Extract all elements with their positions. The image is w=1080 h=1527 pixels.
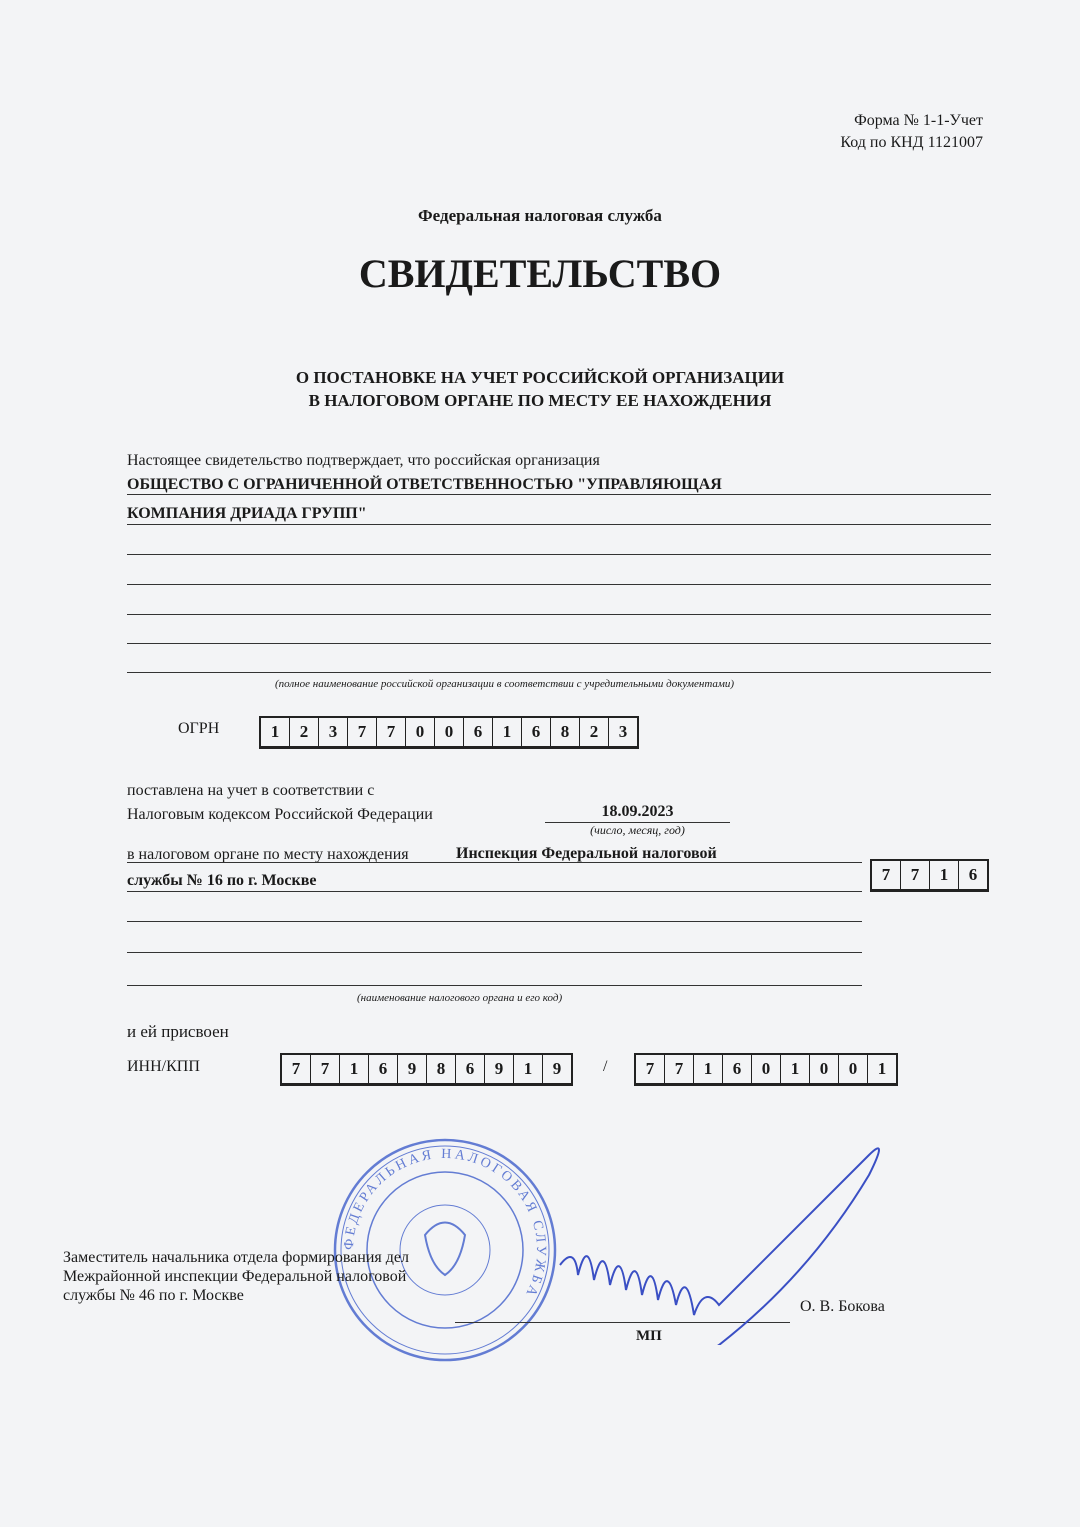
agency-name: Федеральная налоговая служба xyxy=(418,206,662,225)
ogrn-label: ОГРН xyxy=(178,720,220,737)
registered-line-1: поставлена на учет в соответствии с xyxy=(127,782,375,799)
page-title: СВИДЕТЕЛЬСТВО xyxy=(358,251,722,296)
kpp-digit: 0 xyxy=(751,1055,780,1083)
tax-office-name-2: службы № 16 по г. Москве xyxy=(127,872,317,889)
ogrn-digit: 8 xyxy=(550,718,579,746)
ogrn-digit: 2 xyxy=(579,718,608,746)
ogrn-digit: 6 xyxy=(521,718,550,746)
position-line: службы № 46 по г. Москве xyxy=(63,1287,244,1304)
date-caption: (число, месяц, год) xyxy=(590,823,685,837)
subtitle-line-1: О ПОСТАНОВКЕ НА УЧЕТ РОССИЙСКОЙ ОРГАНИЗАЦИИ xyxy=(295,368,785,387)
inn-digit: 9 xyxy=(542,1055,571,1083)
ogrn-digit: 1 xyxy=(492,718,521,746)
subtitle-line-2: В НАЛОГОВОМ ОРГАНЕ ПО МЕСТУ ЕЕ НАХОЖДЕНИЯ xyxy=(308,391,772,410)
kpp-digit: 0 xyxy=(838,1055,867,1083)
tax-office-code xyxy=(870,859,989,892)
kpp-digit: 1 xyxy=(867,1055,896,1083)
inn-kpp-label: ИНН/КПП xyxy=(127,1058,200,1075)
knd-code: Код по КНД 1121007 xyxy=(840,134,983,151)
ogrn-digit: 0 xyxy=(434,718,463,746)
position-line: Заместитель начальника отдела формирования дел xyxy=(63,1249,409,1266)
kpp-digit: 1 xyxy=(693,1055,722,1083)
position-line: Межрайонной инспекции Федеральной налоговой xyxy=(63,1268,407,1285)
assigned-text: и ей присвоен xyxy=(127,1022,229,1041)
ogrn-digit: 3 xyxy=(318,718,347,746)
form-number: Форма № 1-1-Учет xyxy=(854,112,983,129)
code-digit: 7 xyxy=(881,865,891,884)
inn-digit: 6 xyxy=(455,1055,484,1083)
kpp-digit: 6 xyxy=(722,1055,751,1083)
inn-digit: 7 xyxy=(310,1055,339,1083)
kpp-digit: 7 xyxy=(645,1059,655,1078)
kpp-digit: 1 xyxy=(780,1055,809,1083)
inn-digit: 6 xyxy=(368,1055,397,1083)
ogrn-digit: 3 xyxy=(608,718,637,746)
org-caption: (полное наименование российской организации в соответствии с учредительными документами) xyxy=(275,678,735,690)
inn-digit: 9 xyxy=(484,1055,513,1083)
svg-text:ФЕДЕРАЛЬНАЯ НАЛОГОВАЯ СЛУЖБА: ФЕДЕРАЛЬНАЯ НАЛОГОВАЯ СЛУЖБА xyxy=(341,1146,549,1301)
tax-office-caption: (наименование налогового органа и его код) xyxy=(357,992,563,1004)
stamp-place-label: МП xyxy=(636,1328,662,1344)
ogrn-digit: 2 xyxy=(289,718,318,746)
ogrn-digit: 1 xyxy=(270,722,280,741)
registered-line-2: Налоговым кодексом Российской Федерации xyxy=(127,806,433,823)
inn-digit: 7 xyxy=(291,1059,301,1078)
signatory-position xyxy=(63,1248,409,1305)
ogrn-digit: 6 xyxy=(463,718,492,746)
inn-cells xyxy=(280,1053,573,1086)
kpp-cells xyxy=(634,1053,898,1086)
kpp-digit: 7 xyxy=(664,1055,693,1083)
code-digit: 6 xyxy=(958,861,987,889)
org-name-line-2: КОМПАНИЯ ДРИАДА ГРУПП" xyxy=(127,505,367,522)
org-name-line-1: ОБЩЕСТВО С ОГРАНИЧЕННОЙ ОТВЕТСТВЕННОСТЬЮ "УПРАВЛЯЮЩАЯ xyxy=(127,476,722,493)
inn-digit: 1 xyxy=(513,1055,542,1083)
inn-kpp-separator: / xyxy=(603,1058,608,1075)
signatory-name: О. В. Бокова xyxy=(800,1298,885,1315)
inn-digit: 8 xyxy=(426,1055,455,1083)
inn-digit: 9 xyxy=(397,1055,426,1083)
kpp-digit: 0 xyxy=(809,1055,838,1083)
ogrn-digit: 7 xyxy=(347,718,376,746)
tax-office-name-1: Инспекция Федеральной налоговой xyxy=(456,845,717,862)
ogrn-cells xyxy=(259,716,639,749)
code-digit: 7 xyxy=(900,861,929,889)
intro-text: Настоящее свидетельство подтверждает, что российская организация xyxy=(127,452,600,469)
registration-date: 18.09.2023 xyxy=(601,803,674,820)
code-digit: 1 xyxy=(929,861,958,889)
ogrn-digit: 0 xyxy=(405,718,434,746)
signature xyxy=(540,1115,960,1345)
inn-digit: 1 xyxy=(339,1055,368,1083)
ogrn-digit: 7 xyxy=(376,718,405,746)
tax-office-lead: в налоговом органе по месту нахождения xyxy=(127,846,409,863)
